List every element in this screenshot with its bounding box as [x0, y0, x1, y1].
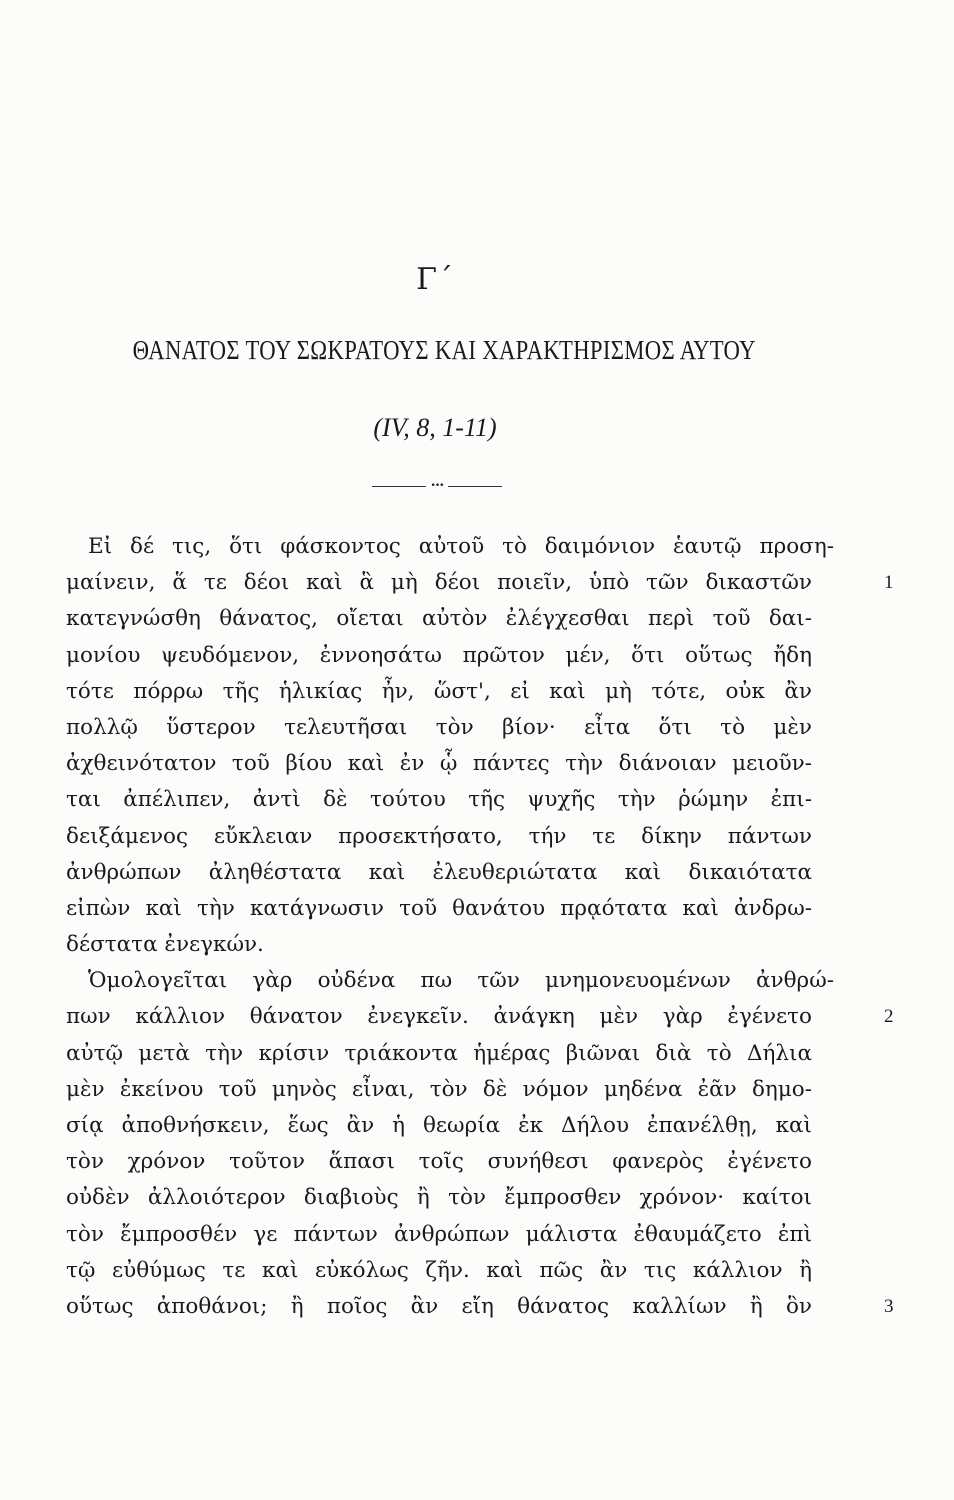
text-line: τῷ εὐθύμως τε καὶ εὐκόλως ζῆν. καὶ πῶς ἂν τις κάλλιον ἢ 3 — [66, 1253, 816, 1289]
text-line: μὲν ἐκείνου τοῦ μηνὸς εἶναι, τὸν δὲ νόμον μηδένα ἐᾶν δημο- — [66, 1076, 812, 1102]
text-line: τότε πόρρω τῆς ἡλικίας ἦν, ὥστ', εἰ καὶ μὴ τότε, οὐκ ἂν — [66, 678, 812, 704]
chapter-title: ΘΑΝΑΤΟΣ ΤΟΥ ΣΩΚΡΑΤΟΥΣ ΚΑΙ ΧΑΡΑΚΤΗΡΙΣΜΟΣ ΑΥΤΟΥ — [132, 335, 756, 365]
divider-dots: ••• — [426, 481, 448, 491]
text-line: ἀνθρώπων ἀληθέστατα καὶ ἐλευθεριώτατα καὶ δικαιότατα — [66, 859, 812, 885]
text-line: οὐδὲν ἀλλοιότερον διαβιοὺς ἢ τὸν ἔμπροσθεν χρόνον· καίτοι — [66, 1185, 812, 1211]
text-line: μαίνειν, ἅ τε δέοι καὶ ἃ μὴ δέοι ποιεῖν, ὑπὸ τῶν δικαστῶν — [66, 570, 812, 596]
text-line: πων κάλλιον θάνατον ἐνεγκεῖν. ἀνάγκη μὲν γὰρ ἐγένετο — [66, 1004, 812, 1030]
text-line: δέστατα ἐνεγκών. — [66, 932, 264, 958]
text-line: δειξάμενος εὔκλειαν προσεκτήσατο, τήν τε δίκην πάντων — [66, 823, 812, 849]
text-line: ἀχθεινότατον τοῦ βίου καὶ ἐν ᾧ πάντες τὴν διάνοιαν μειοῦν- — [66, 751, 812, 777]
text-line: Ὁμολογεῖται γὰρ οὐδένα πω τῶν μνημονευομένων ἀνθρώ- 2 — [66, 963, 816, 999]
text-line: αὐτῷ μετὰ τὴν κρίσιν τριάκοντα ἡμέρας βιῶναι διὰ τὸ Δήλια — [66, 1040, 812, 1066]
chapter-number: Γ΄ — [416, 262, 454, 297]
text-line: εἰπὼν καὶ τὴν κατάγνωσιν τοῦ θανάτου πρᾳότατα καὶ ἀνδρω- — [66, 895, 812, 921]
text-line: σίᾳ ἀποθνήσκειν, ἕως ἂν ἡ θεωρία ἐκ Δήλου ἐπανέλθῃ, καὶ — [66, 1113, 812, 1138]
body-text — [66, 529, 894, 1325]
text-line: ται ἀπέλιπεν, ἀντὶ δὲ τούτου τῆς ψυχῆς τὴν ῥώμην ἐπι- — [66, 787, 812, 813]
text-line: τὸν ἔμπροσθέν γε πάντων ἀνθρώπων μάλιστα ἐθαυμάζετο ἐπὶ — [66, 1221, 812, 1247]
margin-section-number: 1 — [884, 572, 894, 594]
text-line: τὸν χρόνον τοῦτον ἅπασι τοῖς συνήθεσι φανερὸς ἐγένετο — [66, 1149, 812, 1175]
text-line: μονίου ψευδόμενον, ἐννοησάτω πρῶτον μέν, ὅτι οὕτως ἤδη — [66, 642, 812, 668]
margin-section-number: 3 — [884, 1295, 894, 1317]
text-line: κατεγνώσθη θάνατος, οἴεται αὐτὸν ἐλέγχεσθαι περὶ τοῦ δαι- — [66, 606, 812, 632]
chapter-reference: (IV, 8, 1-11) — [373, 413, 497, 442]
text-line: Εἰ δέ τις, ὅτι φάσκοντος αὐτοῦ τὸ δαιμόνιον ἑαυτῷ προση- 1 — [66, 529, 816, 565]
section-divider — [372, 481, 502, 491]
text-line: οὕτως ἀποθάνοι; ἢ ποῖος ἂν εἴη θάνατος καλλίων ἢ ὃν — [66, 1293, 812, 1319]
text-line: πολλῷ ὕστερον τελευτῆσαι τὸν βίον· εἶτα ὅτι τὸ μὲν — [66, 714, 812, 740]
margin-section-number: 2 — [884, 1006, 894, 1028]
